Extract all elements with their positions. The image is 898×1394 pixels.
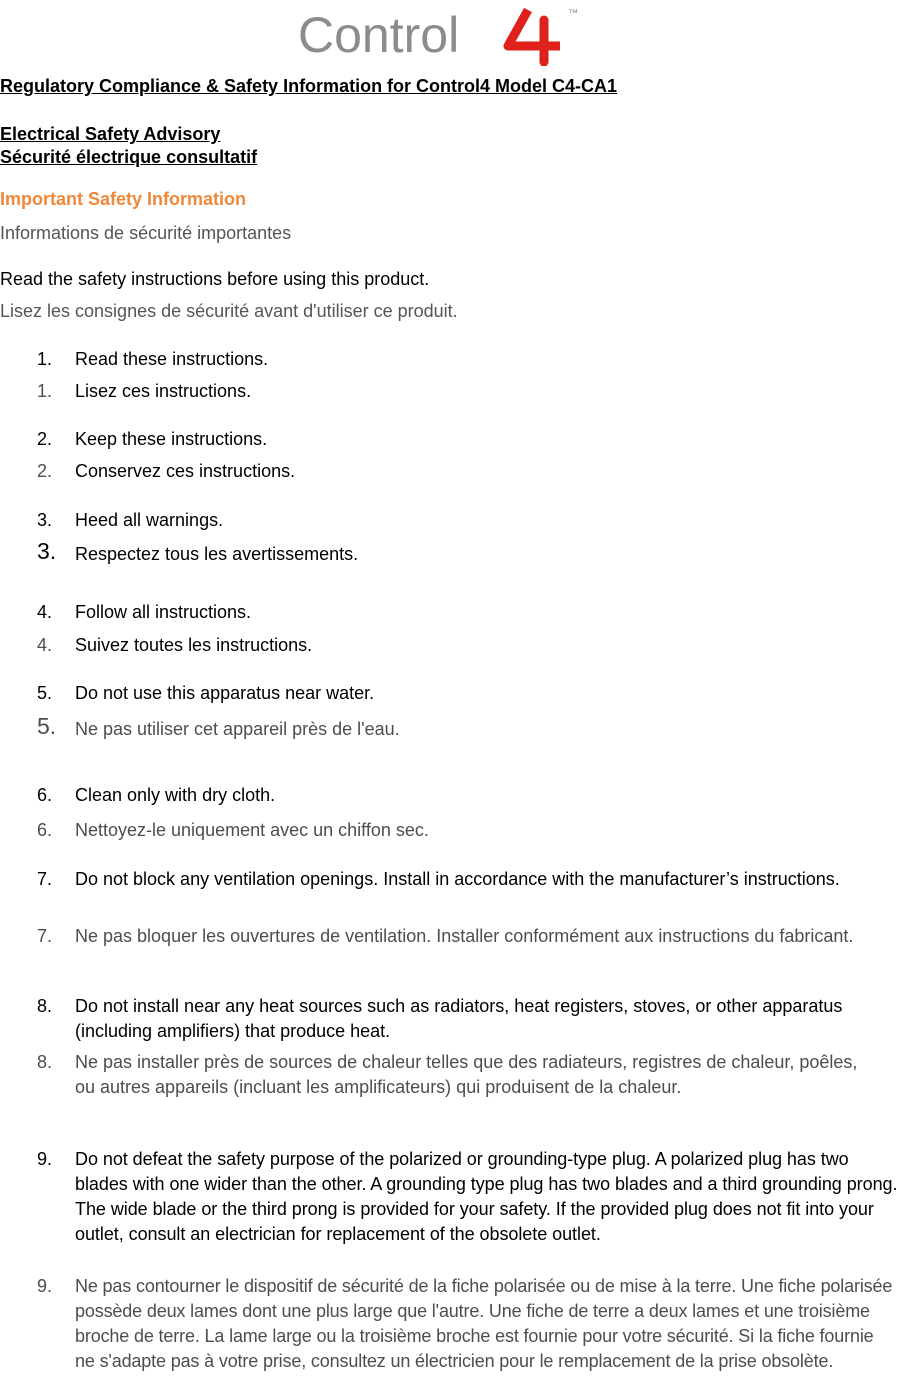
item-number: 8. bbox=[37, 1052, 53, 1072]
item-number: 2. bbox=[37, 461, 53, 481]
list-item-en bbox=[37, 1147, 898, 1247]
item-number: 1. bbox=[37, 349, 53, 369]
item-text: Read these instructions. bbox=[75, 349, 269, 369]
control4-logo bbox=[298, 2, 598, 66]
item-number: 7. bbox=[37, 869, 53, 889]
list-item-en bbox=[37, 508, 898, 533]
item-text: Clean only with dry cloth. bbox=[75, 785, 276, 805]
document-title: Regulatory Compliance & Safety Information for Control4 Model C4-CA1 bbox=[0, 76, 618, 96]
list-item-fr bbox=[37, 379, 898, 404]
list-item-en bbox=[37, 681, 898, 706]
advisory-heading-en: Electrical Safety Advisory bbox=[0, 124, 221, 144]
item-number: 4. bbox=[37, 602, 53, 622]
list-item-fr bbox=[37, 924, 898, 949]
item-number: 3. bbox=[37, 510, 53, 530]
list-item-fr bbox=[37, 1050, 898, 1100]
item-text: Do not use this apparatus near water. bbox=[75, 683, 375, 703]
item-text: Ne pas bloquer les ouvertures de ventilation. Installer conformément aux instructions du fabricant. bbox=[75, 926, 854, 946]
item-number: 3. bbox=[37, 538, 57, 564]
item-number: 2. bbox=[37, 429, 53, 449]
list-item-en bbox=[37, 427, 898, 452]
important-heading-en: Important Safety Information bbox=[0, 189, 247, 209]
list-item-fr bbox=[37, 713, 898, 742]
list-item-en bbox=[37, 347, 898, 372]
item-text: Nettoyez-le uniquement avec un chiffon sec. bbox=[75, 820, 429, 840]
item-text: Do not install near any heat sources such as radiators, heat registers, stoves, or other apparatus (including amplifiers) that produce heat. bbox=[75, 996, 843, 1041]
item-text: Heed all warnings. bbox=[75, 510, 224, 530]
read-first-en: Read the safety instructions before using this product. bbox=[0, 269, 430, 289]
advisory-heading-fr: Sécurité électrique consultatif bbox=[0, 147, 258, 167]
item-text: Conservez ces instructions. bbox=[75, 461, 296, 481]
item-number: 7. bbox=[37, 926, 53, 946]
item-number: 9. bbox=[37, 1149, 53, 1169]
read-first-fr: Lisez les consignes de sécurité avant d'utiliser ce produit. bbox=[0, 301, 458, 321]
important-heading-fr: Informations de sécurité importantes bbox=[0, 223, 292, 243]
item-text: Keep these instructions. bbox=[75, 429, 268, 449]
control4-logo-svg bbox=[298, 2, 598, 66]
list-item-en bbox=[37, 994, 898, 1044]
list-item-fr bbox=[37, 459, 898, 484]
item-text: Ne pas contourner le dispositif de sécurité de la fiche polarisée ou de mise à la terre. Une fiche polarisée possède deux lames dont une plus large que l'autre. Une fiche de terre a deux lames et une troisième broche de terre. La lame large ou la troisième broche est fournie pour votre sécurité. Si la fiche fournie ne s'adapte pas à votre prise, consultez un électricien pour le remplacement de la prise obsolète. bbox=[75, 1276, 893, 1371]
item-number: 9. bbox=[37, 1276, 53, 1296]
item-text: Suivez toutes les instructions. bbox=[75, 635, 313, 655]
list-item-en bbox=[37, 783, 898, 808]
logo-wordmark: Control bbox=[298, 7, 460, 63]
item-text: Respectez tous les avertissements. bbox=[75, 544, 359, 564]
item-number: 5. bbox=[37, 713, 57, 739]
list-item-fr bbox=[37, 1274, 898, 1374]
list-item-en bbox=[37, 867, 898, 892]
item-text: Ne pas utiliser cet appareil près de l'eau. bbox=[75, 719, 400, 739]
item-number: 1. bbox=[37, 381, 53, 401]
item-number: 4. bbox=[37, 635, 53, 655]
item-text: Ne pas installer près de sources de chaleur telles que des radiateurs, registres de chaleur, poêles, ou autres appareils (incluant les amplificateurs) qui produisent de la chaleur. bbox=[75, 1052, 858, 1097]
item-number: 6. bbox=[37, 785, 53, 805]
item-number: 8. bbox=[37, 996, 53, 1016]
logo-4-mark bbox=[508, 10, 560, 62]
list-item-fr bbox=[37, 818, 898, 843]
item-number: 6. bbox=[37, 820, 53, 840]
item-text: Do not block any ventilation openings. Install in accordance with the manufacturer’s instructions. bbox=[75, 869, 840, 889]
list-item-fr bbox=[37, 633, 898, 658]
list-item-fr bbox=[37, 538, 898, 567]
item-text: Lisez ces instructions. bbox=[75, 381, 252, 401]
list-item-en bbox=[37, 600, 898, 625]
item-text: Do not defeat the safety purpose of the polarized or grounding-type plug. A polarized plug has two blades with one wider than the other. A grounding type plug has two blades and a third grounding prong. The wide blade or the third prong is provided for your safety. If the provided plug does not fit into your outlet, consult an electrician for replacement of the obsolete outlet. bbox=[75, 1149, 898, 1244]
logo-trademark: ™ bbox=[568, 8, 578, 19]
item-text: Follow all instructions. bbox=[75, 602, 252, 622]
item-number: 5. bbox=[37, 683, 53, 703]
